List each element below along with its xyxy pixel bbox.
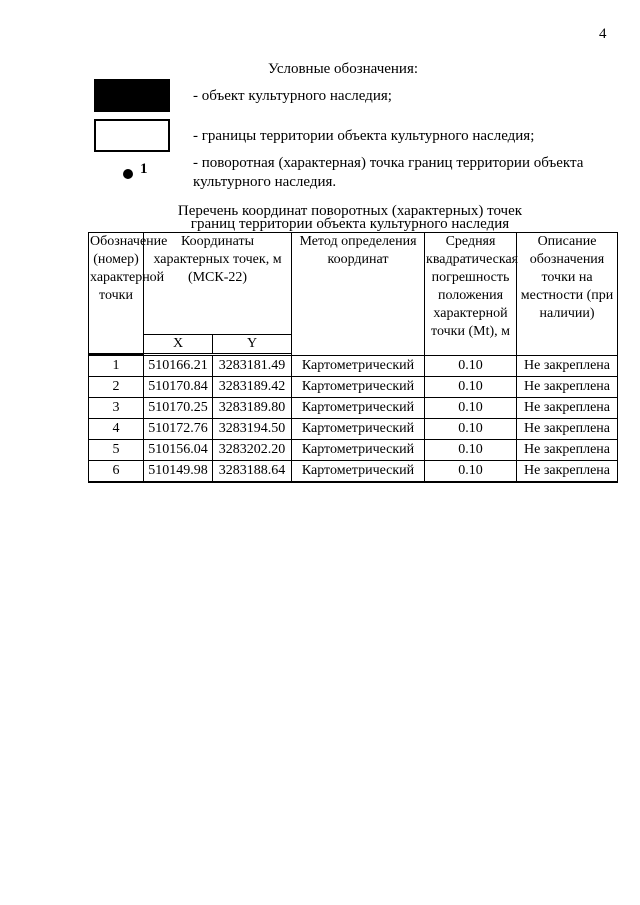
legend-heritage-object-text: - объект культурного наследия; [193,88,392,104]
coordinates-table [88,232,618,483]
row-y: 3283202.20 [213,440,292,461]
row-description: Не закреплена [517,461,618,483]
row-description: Не закреплена [517,398,618,419]
row-description: Не закреплена [517,377,618,398]
row-description: Не закреплена [517,440,618,461]
header-x: X [144,335,213,354]
row-description: Не закреплена [517,355,618,377]
row-error: 0.10 [425,355,517,377]
table-caption-line-2: границ территории объекта культурного наследия [190,216,510,232]
row-error: 0.10 [425,461,517,483]
table-caption-line-1: Перечень координат поворотных (характерных) точек [177,203,523,219]
row-method: Картометрический [292,355,425,377]
table-row [89,440,618,461]
row-error: 0.10 [425,440,517,461]
row-method: Картометрический [292,419,425,440]
row-number: 5 [89,440,144,461]
row-error: 0.10 [425,398,517,419]
legend-point-label: 1 [140,161,148,177]
row-y: 3283194.50 [213,419,292,440]
row-x: 510149.98 [144,461,213,483]
row-number: 4 [89,419,144,440]
table-row [89,398,618,419]
row-error: 0.10 [425,377,517,398]
row-y: 3283188.64 [213,461,292,483]
table-row [89,461,618,483]
page-number: 4 [599,26,607,42]
header-error: Средняя квадратическая погрешность положения характерной точки (Mt), м [425,233,517,356]
row-x: 510172.76 [144,419,213,440]
row-number: 3 [89,398,144,419]
row-x: 510156.04 [144,440,213,461]
header-y: Y [213,335,292,354]
legend-territory-boundary-text: - границы территории объекта культурного наследия; [193,128,535,144]
row-y: 3283181.49 [213,355,292,377]
row-y: 3283189.42 [213,377,292,398]
legend-point-text: - поворотная (характерная) точка границ территории объекта культурного наследия. [193,155,584,190]
header-method: Метод определения координат [292,233,425,356]
legend-heritage-object-swatch [94,79,170,112]
header-designation: Обозначение (номер) характерной точки [89,233,144,354]
row-number: 6 [89,461,144,483]
row-x: 510170.84 [144,377,213,398]
legend-territory-boundary-swatch [94,119,170,152]
table-row [89,355,618,377]
row-method: Картометрический [292,440,425,461]
row-number: 2 [89,377,144,398]
row-x: 510166.21 [144,355,213,377]
table-caption [140,205,560,231]
row-description: Не закреплена [517,419,618,440]
table-row [89,377,618,398]
table-row [89,419,618,440]
header-description: Описание обозначения точки на местности (при наличии) [517,233,618,356]
header-coordinates: Координаты характерных точек, м (МСК-22) [144,233,292,335]
row-number: 1 [89,355,144,377]
row-y: 3283189.80 [213,398,292,419]
legend-title: Условные обозначения: [268,61,419,77]
legend-point-dot-icon [123,169,133,179]
row-method: Картометрический [292,377,425,398]
row-x: 510170.25 [144,398,213,419]
row-method: Картометрический [292,461,425,483]
row-error: 0.10 [425,419,517,440]
row-method: Картометрический [292,398,425,419]
